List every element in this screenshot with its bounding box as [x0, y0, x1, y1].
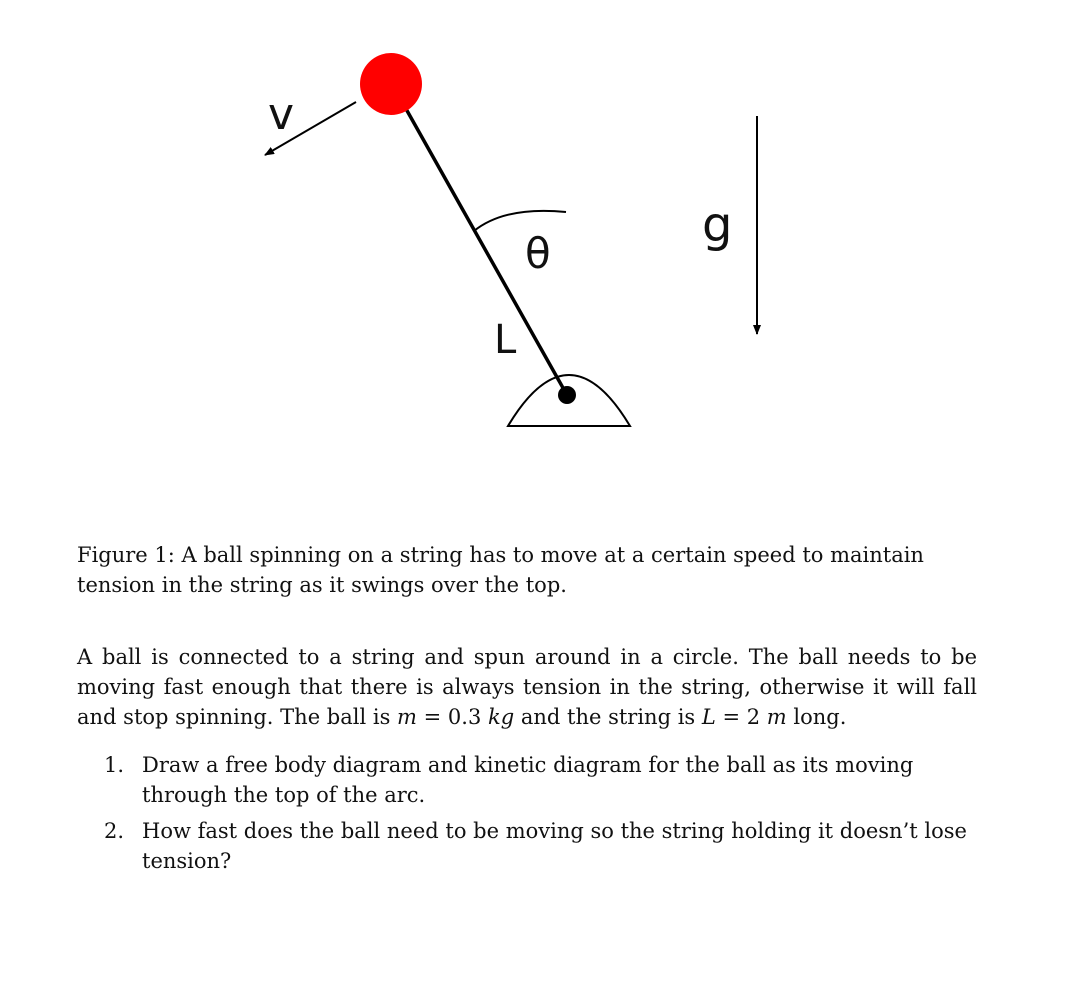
- problem-paragraph: [77, 642, 977, 732]
- question-number: 2.: [104, 819, 125, 843]
- length-label: L: [494, 317, 517, 363]
- pivot-point: [558, 386, 576, 404]
- question-list: [104, 750, 974, 882]
- question-number: 1.: [104, 753, 125, 777]
- mass-unit: kg: [488, 705, 515, 729]
- gravity-label: g: [702, 197, 733, 253]
- question-text: How fast does the ball need to be moving so the string holding it doesn’t lose tension?: [142, 819, 967, 873]
- velocity-label: v: [268, 89, 295, 140]
- length-unit: m: [766, 705, 787, 729]
- problem-intro: A ball is connected to a string and spun around in a circle. The ball needs to be moving fast enough that there is always tension in the string, otherwise it will fall and stop spinning. The ball is: [77, 645, 977, 729]
- question-text: Draw a free body diagram and kinetic diagram for the ball as its moving through the top of the arc.: [142, 753, 914, 807]
- pendulum-figure: [0, 0, 1071, 480]
- figure-caption: Figure 1: A ball spinning on a string has to move at a certain speed to maintain tension in the string as it swings over the top.: [77, 543, 924, 597]
- length-value: = 2: [715, 705, 767, 729]
- problem-statement: [77, 642, 977, 732]
- mass-value: = 0.3: [416, 705, 488, 729]
- angle-arc: [474, 211, 566, 231]
- problem-middle: and the string is: [514, 705, 702, 729]
- problem-end: long.: [786, 705, 847, 729]
- question-item: [104, 816, 974, 876]
- mass-symbol: m: [397, 705, 417, 729]
- angle-label: θ: [525, 229, 551, 278]
- ball: [360, 53, 422, 115]
- question-item: [104, 750, 974, 810]
- length-symbol: L: [701, 705, 716, 729]
